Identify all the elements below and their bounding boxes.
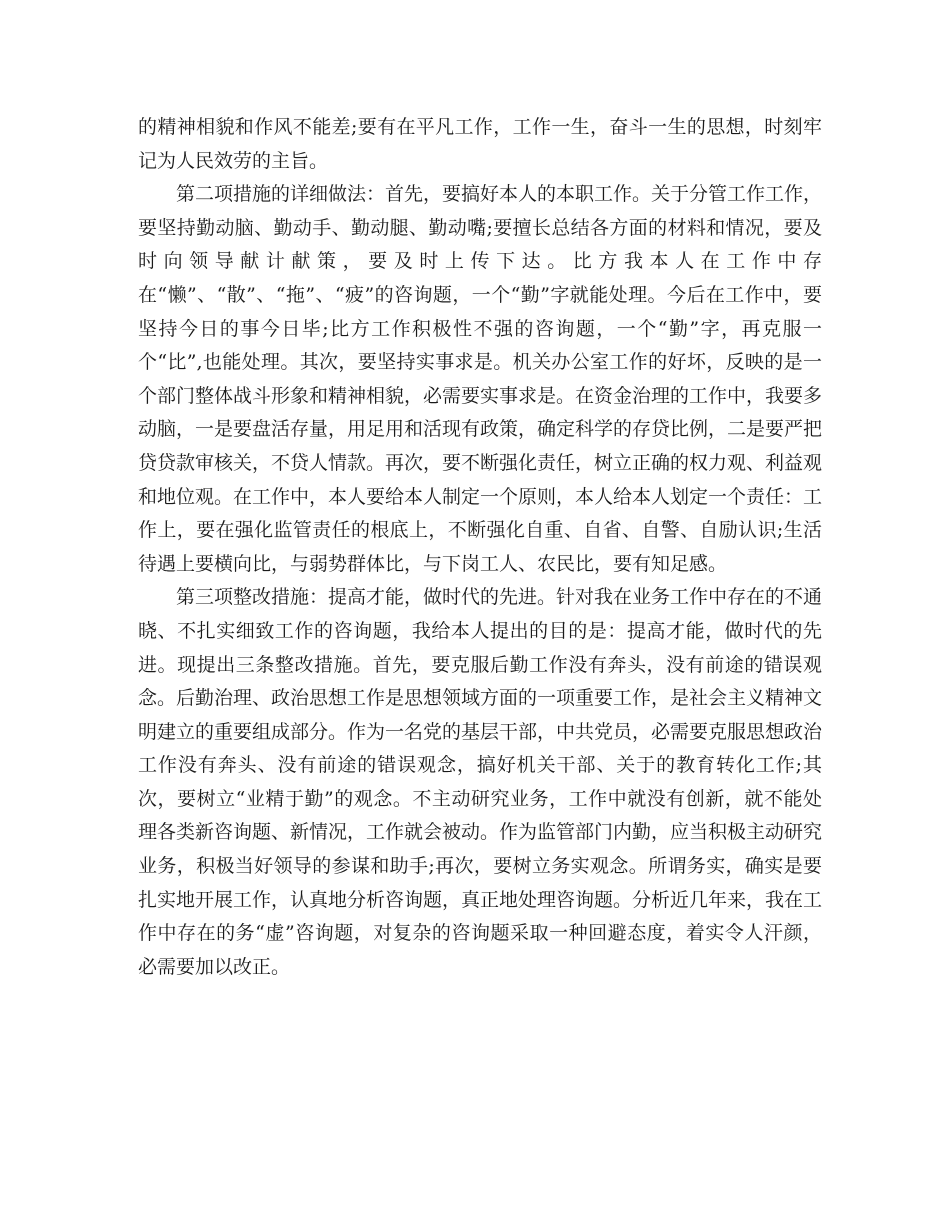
paragraph-2: 第二项措施的详细做法：首先，要搞好本人的本职工作。关于分管工作工作，要坚持勤动脑、勤动手、勤动腿、勤动嘴;要擅长总结各方面的材料和情况，要及时向领导献计献策，要及时上传下达。比方我本人在工作中存在“懒”、“散”、“拖”、“疲”的咨询题，一个“勤”字就能处理。今后在工作中，要坚持今日的事今日毕;比方工作积极性不强的咨询题，一个“勤”字，再克服一个“比”,也能处理。其次，要坚持实事求是。机关办公室工作的好坏，反映的是一个部门整体战斗形象和精神相貌，必需要实事求是。在资金治理的工作中，我要多动脑，一是要盘活存量，用足用和活现有政策，确定科学的存贷比例，二是要严把贷贷款审核关，不贷人情款。再次，要不断强化责任，树立正确的权力观、利益观和地位观。在工作中，本人要给本人制定一个原则，本人给本人划定一个责任：工作上，要在强化监管责任的根底上，不断强化自重、自省、自警、自励认识;生活待遇上要横向比，与弱势群体比，与下岗工人、农民比，要有知足感。 [138, 183, 823, 575]
document-body [138, 111, 822, 984]
paragraph-1: 的精神相貌和作风不能差;要有在平凡工作，工作一生，奋斗一生的思想，时刻牢记为人民效劳的主旨。 [138, 116, 822, 172]
paragraph-3: 第三项整改措施：提高才能，做时代的先进。针对我在业务工作中存在的不通晓、不扎实细致工作的咨询题，我给本人提出的目的是：提高才能，做时代的先进。现提出三条整改措施。首先，要克服后勤工作没有奔头，没有前途的错误观念。后勤治理、政治思想工作是思想领域方面的一项重要工作，是社会主义精神文明建立的重要组成部分。作为一名党的基层干部，中共党员，必需要克服思想政治工作没有奔头、没有前途的错误观念，搞好机关干部、关于的教育转化工作;其次，要树立“业精于勤”的观念。不主动研究业务，工作中就没有创新，就不能处理各类新咨询题、新情况，工作就会被动。作为监管部门内勤，应当积极主动研究业务，积极当好领导的参谋和助手;再次，要树立务实观念。所谓务实，确实是要扎实地开展工作，认真地分析咨询题，真正地处理咨询题。分析近几年来，我在工作中存在的务“虚”咨询题，对复杂的咨询题采取一种回避态度，着实令人汗颜，必需要加以改正。 [138, 586, 823, 978]
